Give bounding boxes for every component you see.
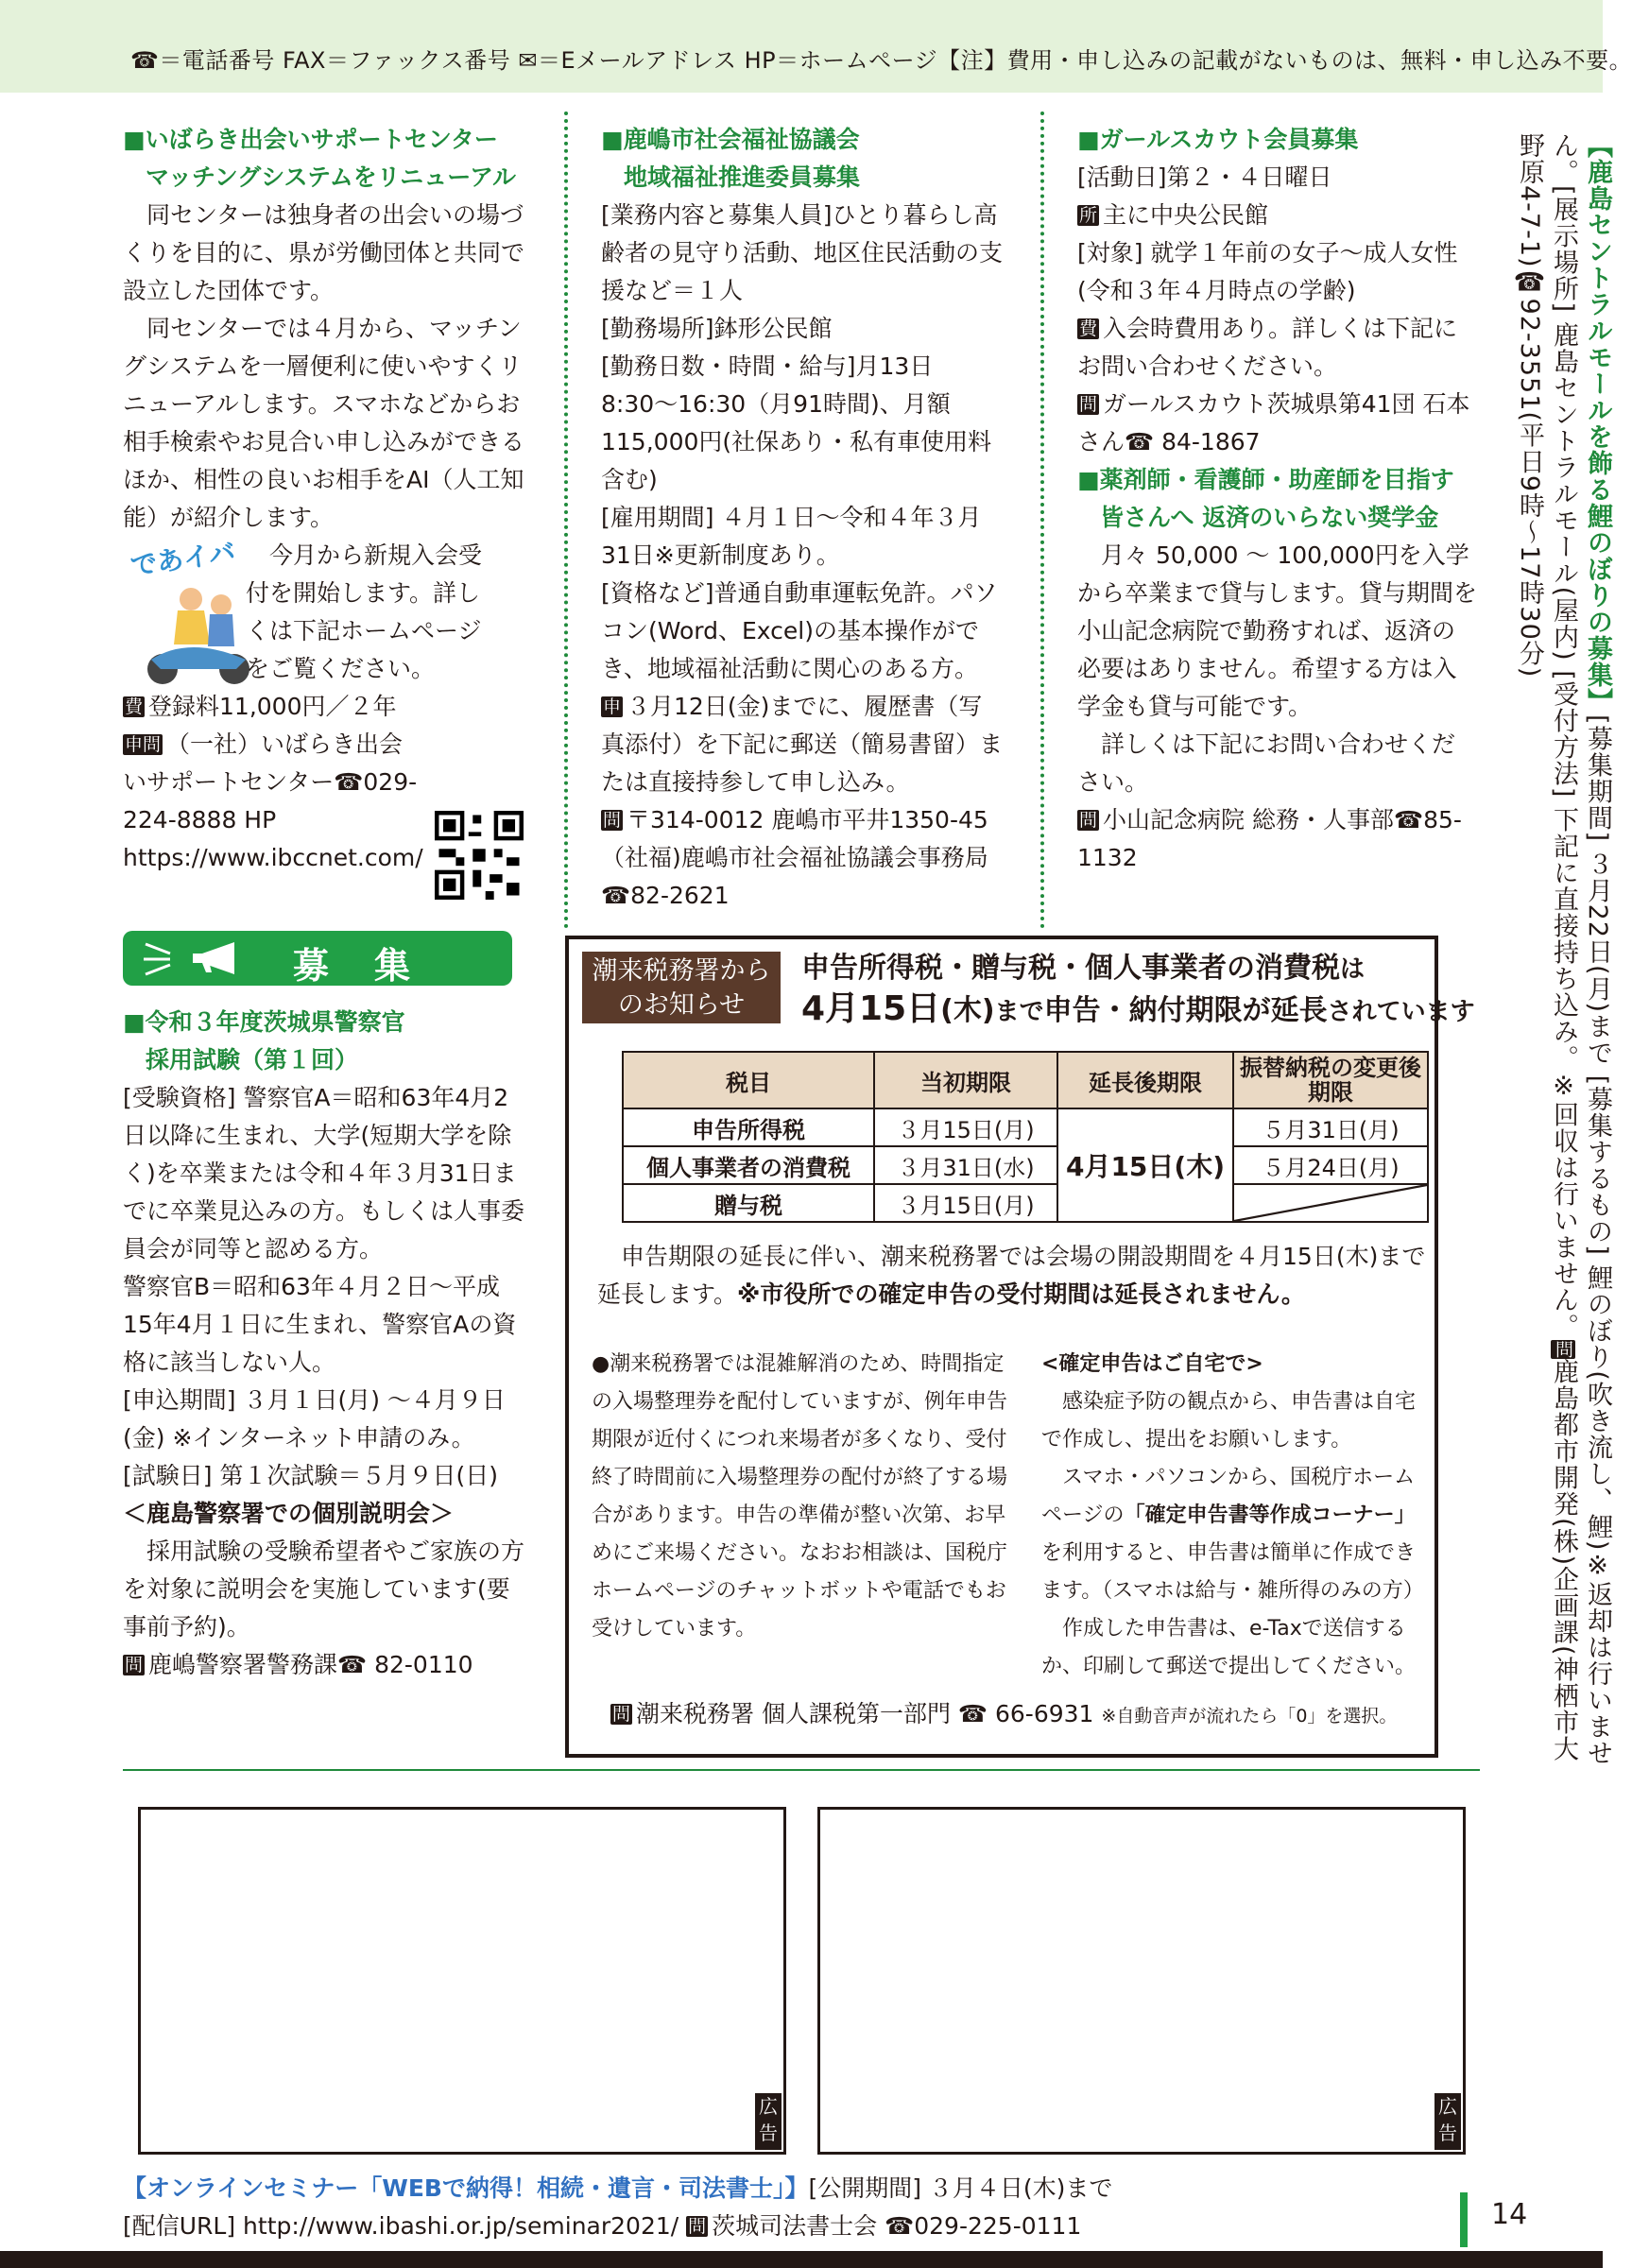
sparkle-lines-icon <box>142 938 183 978</box>
section-subtitle: 地域福祉推進委員募集 <box>624 163 861 191</box>
place-line <box>1077 197 1478 234</box>
page-marker <box>1460 2192 1468 2247</box>
headline-particle: まで <box>994 998 1044 1026</box>
paragraph: 月々 50,000 〜 100,000円を入学から卒業まで貸与します。貸与期間を小山記念病院で勤務すれば、返済の必要はありません。希望する方は入学金も貸与可能です。 <box>1077 541 1478 720</box>
scooter-icon <box>123 578 265 692</box>
paragraph: [資格など]普通自動車運転免許。パソコン(Word、Excel)の基本操作ができ、地域福祉活動に関心のある方。 <box>601 579 998 682</box>
paragraph: 採用試験の受験希望者やご家族の方を対象に説明会を実施しています(要事前予約)。 <box>123 1538 525 1641</box>
column-divider <box>564 112 568 929</box>
seminar-url[interactable]: [配信URL] http://www.ibashi.or.jp/seminar2021/ <box>123 2212 679 2240</box>
section-title: ■令和３年度茨城県警察官 <box>123 1008 405 1036</box>
diagonal-slash <box>1234 1185 1427 1221</box>
table-header: 税目 <box>623 1052 874 1108</box>
fee-tag: 費 <box>1079 318 1098 339</box>
megaphone-icon <box>189 940 246 976</box>
table-cell: 贈与税 <box>623 1184 874 1222</box>
tax-headline <box>801 949 1475 1032</box>
place-text: 主に中央公民館 <box>1103 201 1269 229</box>
inquiry-tag: 問 <box>125 1655 144 1675</box>
headline-date: 4月15日 <box>801 989 941 1028</box>
table-cell: ３月31日(水) <box>874 1146 1057 1184</box>
tax-notice-box <box>565 936 1475 1758</box>
advertisement-slot[interactable] <box>138 1807 786 2155</box>
application-tag: 申 <box>603 696 622 717</box>
qr-code-icon[interactable] <box>435 811 524 900</box>
paragraph: 同センターは独身者の出会いの場づくりを目的に、県が労働団体と共同で設立した団体です。 <box>123 201 525 304</box>
paragraph: [勤務場所]鉢形公民館 <box>601 315 833 342</box>
place-tag: 所 <box>1079 205 1098 226</box>
paragraph: 今月から新規入会受付を開始します。詳しくは下記ホームページをご覧ください。 <box>246 541 483 682</box>
tax-office-label: 潮来税務署からのお知らせ <box>582 952 781 1023</box>
paragraph: [活動日]第２・４日曜日 <box>1077 163 1332 191</box>
paragraph: [対象] 就学１年前の女子〜成人女性(令和３年４月時点の学齢) <box>1077 239 1458 304</box>
section-title: ■いばらき出会いサポートセンター <box>123 126 498 153</box>
inquiry-tag: 問 <box>612 1704 631 1725</box>
headline-extension: 申告・納付期限が延長 <box>1043 994 1328 1027</box>
section-divider <box>123 1769 1480 1771</box>
table-cell: 個人事業者の消費税 <box>623 1146 874 1184</box>
paragraph: [勤務日数・時間・給与]月13日8:30〜16:30（月91時間)、月額115,000円(社保あり・私有車使用料含む) <box>601 352 992 493</box>
table-header-row <box>623 1052 1428 1108</box>
fee-tag: 費 <box>125 696 144 717</box>
table-cell: ５月31日(月) <box>1233 1108 1428 1146</box>
table-row <box>623 1146 1428 1184</box>
inquiry-text: 鹿嶋警察署警務課☎ 82-0110 <box>148 1651 473 1678</box>
tax-crowding-note <box>592 1346 1007 1648</box>
deaiba-logo <box>123 537 265 688</box>
seminar-period: [公開期間] ３月４日(木)まで <box>808 2174 1113 2202</box>
inquiry-tag: 問 <box>1553 1339 1573 1359</box>
side-title: 【鹿島セントラルモールを飾る鯉のぼりの募集】 <box>1583 132 1612 714</box>
fee-line <box>123 688 529 726</box>
application-line <box>601 688 1004 801</box>
column-divider <box>1040 112 1044 929</box>
advertisement-slot[interactable] <box>817 1807 1466 2155</box>
headline-weekday: (木) <box>940 994 995 1027</box>
inquiry-text: 小山記念病院 総務・人事部☎85-1132 <box>1077 806 1462 871</box>
paragraph: 作成した申告書は、e-Taxで送信するか、印刷して郵送で提出してください。 <box>1041 1617 1417 1678</box>
inquiry-tag: 問 <box>1079 394 1098 415</box>
page-number: 14 <box>1491 2198 1528 2231</box>
fee-text: 入会時費用あり。詳しくは下記にお問い合わせください。 <box>1077 315 1458 380</box>
section-title: ■ガールスカウト会員募集 <box>1077 126 1359 153</box>
recruitment-banner <box>123 931 512 986</box>
table-cell-empty <box>1233 1184 1428 1222</box>
table-row <box>623 1108 1428 1146</box>
inquiry-note: ※自動音声が流れたら「0」を選択。 <box>1101 1706 1398 1727</box>
column-police-recruitment <box>123 1004 529 1684</box>
paragraph: 感染症予防の観点から、申告書は自宅で作成し、提出をお願いします。 <box>1041 1390 1417 1452</box>
paragraph: ●潮来税務署では混雑解消のため、時間指定の入場整理券を配付していますが、例年申告期限が近付くにつれ来場者が多くなり、受付終了時間前に入場整理券の配付が終了する場合があります。申告の準備が整い次第、お早めにご来場ください。なおお相談は、国税庁ホームページのチャットボットや電話でもお受けしています。 <box>592 1352 1008 1641</box>
logo-block <box>123 537 529 688</box>
table-header: 振替納税の変更後期限 <box>1233 1052 1428 1108</box>
inquiry-tag: 申問 <box>125 734 162 755</box>
table-cell: ３月15日(月) <box>874 1108 1057 1146</box>
tax-home-filing <box>1041 1346 1431 1686</box>
banner-title: 募集 <box>293 945 456 987</box>
application-text: ３月12日(金)までに、履歴書（写真添付）を下記に郵送（簡易書留）または直接持参して申し込み。 <box>601 693 1004 796</box>
table-cell: 申告所得税 <box>623 1108 874 1146</box>
inquiry-text: ガールスカウト茨城県第41団 石本さん☎ 84-1867 <box>1077 390 1470 455</box>
inquiry-line <box>1077 386 1478 461</box>
paragraph: 詳しくは下記にお問い合わせください。 <box>1077 730 1456 796</box>
column-ibaraki-support <box>123 121 529 877</box>
inquiry-text: 潮来税務署 個人課税第一部門 ☎ 66-6931 <box>636 1700 1094 1727</box>
headline-tail: されています <box>1327 998 1475 1026</box>
paragraph: [試験日] 第１次試験＝５月９日(日) <box>123 1462 498 1489</box>
headline-particle: は <box>1340 955 1366 984</box>
subheading: <確定申告はご自宅で> <box>1041 1352 1263 1376</box>
side-notice-koinobori <box>1512 132 1614 1767</box>
section-title: ■鹿嶋市社会福祉協議会 <box>601 126 860 153</box>
footer-notice <box>123 2170 1112 2245</box>
inquiry-line <box>1077 801 1478 877</box>
table-header: 延長後期限 <box>1057 1052 1233 1108</box>
note-text: 申告期限の延長に伴い、潮来税務署では会場の開設期間を４月15日(木)まで延長します。 <box>597 1243 1426 1308</box>
table-row <box>623 1184 1428 1222</box>
tax-inquiry <box>610 1695 1397 1729</box>
inquiry-line <box>123 1646 529 1684</box>
text: スマホ・パソコンから、国税庁ホームページの <box>1041 1466 1416 1527</box>
fee-line <box>1077 310 1478 386</box>
table-cell-extended: 4月15日(木) <box>1057 1108 1233 1222</box>
section-subtitle: マッチングシステムをリニューアル <box>146 163 517 191</box>
tax-note <box>597 1238 1429 1314</box>
inquiry-tag: 問 <box>1079 810 1098 831</box>
legend-text: ☎＝電話番号 FAX＝ファックス番号 ✉＝Eメールアドレス HP＝ホームページ【注】費用・申し込みの記載がないものは、無料・申し込み不要。 <box>130 47 1632 74</box>
corner-name: 「確定申告書等作成コーナー」 <box>1124 1503 1416 1527</box>
section-subtitle: 皆さんへ 返済のいらない奨学金 <box>1100 504 1439 531</box>
headline-taxes: 申告所得税・贈与税・個人事業者の消費税 <box>801 952 1340 985</box>
paragraph: [雇用期間] ４月１日〜令和４年３月31日※更新制度あり。 <box>601 504 982 569</box>
paragraph: 警察官B＝昭和63年４月２日〜平成15年4月１日に生まれ、警察官Aの資格に該当しない人。 <box>123 1273 517 1376</box>
section-title: ■薬剤師・看護師・助産師を目指す <box>1077 466 1454 493</box>
note-emphasis: ※市役所での確定申告の受付期間は延長されません。 <box>737 1280 1305 1308</box>
paragraph: 同センターでは４月から、マッチングシステムを一層便利に使いやすくリニューアルします。スマホなどからお相手検索やお見合い申し込みができるほか、相性の良いお相手をAI（人工知能）が紹介します。 <box>123 315 525 531</box>
table-cell: ５月24日(月) <box>1233 1146 1428 1184</box>
bottom-bar <box>0 2251 1603 2268</box>
ad-label: 広告 <box>755 2093 782 2150</box>
column-girl-scout <box>1077 121 1478 877</box>
column-social-welfare <box>601 121 1004 915</box>
paragraph: ＜鹿島警察署での個別説明会＞ <box>123 1500 455 1527</box>
ad-label: 広告 <box>1434 2093 1461 2150</box>
fee-text: 登録料11,000円／２年 <box>148 693 397 720</box>
side-body: [募集期間] ３月22日(月)まで [募集するもの] 鯉のぼり(吹き流し、鯉)※返却は行いません。[展示場所] 鹿島セントラルモール(屋内) [受付方法] 下記に直接持ち込み。※回収は行いません。 <box>1549 132 1612 1767</box>
table-header: 当初期限 <box>874 1052 1057 1108</box>
legend-bar <box>0 0 1632 93</box>
tax-deadline-table <box>622 1051 1429 1223</box>
section-subtitle: 採用試験（第１回） <box>146 1046 359 1074</box>
inquiry-line <box>601 801 1004 915</box>
logo-text: であイバ <box>129 536 238 582</box>
paragraph: [受験資格] 警察官A＝昭和63年4月2日以降に生まれ、大学(短期大学を除く)を卒業または令和４年３月31日までに卒業見込みの方。もしくは人事委員会が同等と認める方。 <box>123 1084 525 1263</box>
paragraph <box>1041 1459 1431 1610</box>
seminar-title: 【オンラインセミナー「WEBで納得！相続・遺言・司法書士」】 <box>123 2174 809 2202</box>
inquiry-tag: 問 <box>688 2216 707 2237</box>
inquiry-text: 〒314-0012 鹿嶋市平井1350-45（社福)鹿嶋市社会福祉協議会事務局☎82-2621 <box>601 806 988 909</box>
inquiry-text: 茨城司法書士会 ☎029-225-0111 <box>712 2212 1082 2240</box>
table-cell: ３月15日(月) <box>874 1184 1057 1222</box>
inquiry-line <box>123 726 421 877</box>
inquiry-tag: 問 <box>603 810 622 831</box>
inquiry-text[interactable]: （一社）いばらき出会いサポートセンター☎029-224-8888 HP https://www.ibccnet.com/ <box>123 730 423 871</box>
paragraph: [業務内容と募集人員]ひとり暮らし高齢者の見守り活動、地区住民活動の支援など＝１人 <box>601 201 1004 304</box>
paragraph: [申込期間] ３月１日(月) 〜４月９日(金) ※インターネット申請のみ。 <box>123 1386 506 1452</box>
side-inquiry: 鹿島都市開発(株)企画課(神栖市大野原4-7-1)☎92-3551(平日9時〜17時30分) <box>1515 132 1578 1762</box>
text: を利用すると、申告書は簡単に作成できます。（スマホは給与・雑所得のみの方） <box>1041 1541 1424 1603</box>
